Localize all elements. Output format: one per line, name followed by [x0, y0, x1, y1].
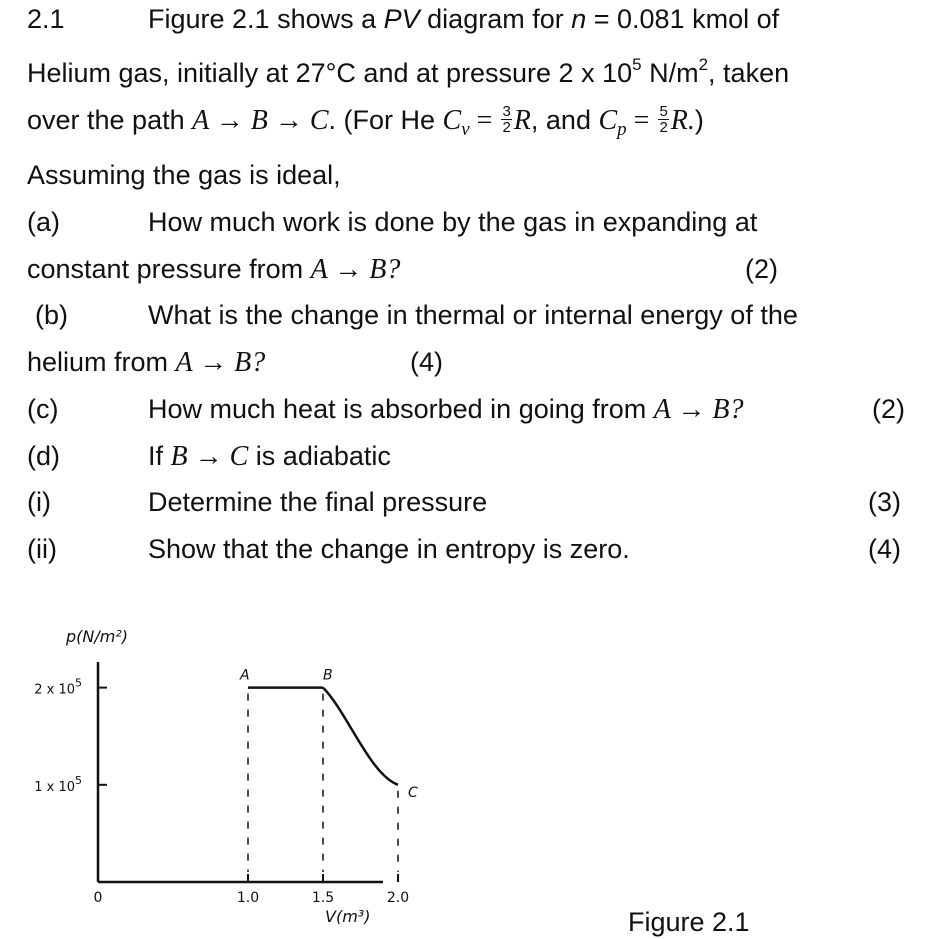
y-tick-label: 2 x $10^5$ [34, 676, 82, 698]
pv-diagram [0, 600, 520, 939]
part-ii-label: (ii) [27, 534, 57, 564]
question-line-3: over the path A → B → C. (For He $C_v$ = $\frac{3}{2}$ R, and $C_p$ = $\frac{5}{2}$ R.) [27, 103, 704, 140]
x-tick-label: 1.0 [236, 890, 260, 906]
part-c-label: (c) [27, 394, 59, 424]
part-a-continuation: constant pressure from A → B? [27, 254, 401, 285]
x-tick-label: 0 [93, 890, 103, 906]
part-b-marks: (4) [410, 347, 443, 377]
part-i-marks: (3) [868, 487, 901, 517]
part-b-text: What is the change in thermal or internal energy of the [148, 300, 798, 330]
part-a-marks: (2) [745, 254, 778, 284]
point-label-b: B [323, 667, 333, 684]
question-line-4: Assuming the gas is ideal, [27, 160, 341, 190]
x-tick-label: 1.5 [311, 890, 335, 906]
part-ii-marks: (4) [868, 534, 901, 564]
fraction-cp: $\frac{5}{2}$ [659, 103, 668, 137]
x-axis-label: V(m³) [325, 907, 371, 926]
part-b-label: (b) [35, 300, 68, 330]
part-d-text: If B → C is adiabatic [148, 441, 391, 472]
question-line-2: Helium gas, initially at 27°C and at pressure 2 x $10^5$ $N/m^2$, taken [27, 55, 790, 88]
part-c-text: How much heat is absorbed in going from A → B? [148, 394, 744, 425]
part-c-marks: (2) [872, 394, 905, 424]
question-intro: Figure 2.1 shows a PV diagram for n = 0.081 kmol of [148, 4, 780, 34]
y-axis-label: p(N/m²) [66, 627, 128, 646]
fraction-cv: $\frac{3}{2}$ [502, 103, 511, 137]
point-label-c: C [408, 784, 418, 801]
part-a-text: How much work is done by the gas in expanding at [148, 207, 758, 237]
y-tick-label: 1 x $10^5$ [34, 773, 82, 795]
point-label-a: A [240, 667, 250, 684]
figure-caption: Figure 2.1 [628, 907, 750, 937]
part-i-text: Determine the final pressure [148, 487, 488, 517]
part-b-continuation: helium from A → B? [27, 347, 266, 378]
x-tick-label: 2.0 [386, 890, 410, 906]
part-a-label: (a) [27, 207, 60, 237]
part-ii-text: Show that the change in entropy is zero. [148, 534, 630, 564]
question-number: 2.1 [27, 4, 65, 34]
part-d-label: (d) [27, 441, 60, 471]
part-i-label: (i) [27, 487, 51, 517]
path-segment-b-c [323, 688, 398, 785]
